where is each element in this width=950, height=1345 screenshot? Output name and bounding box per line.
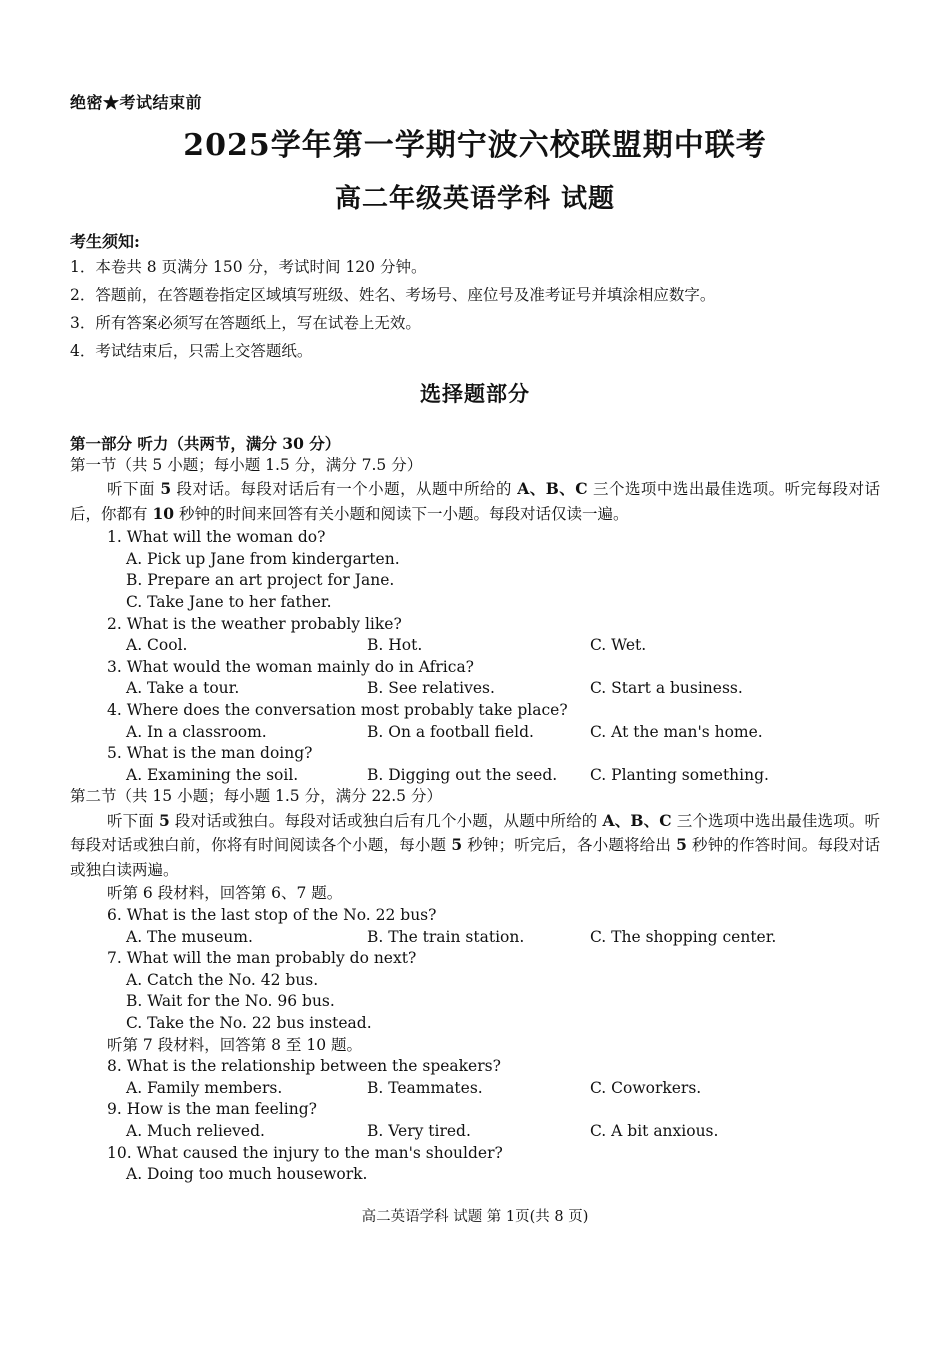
sec2-heading: 第二节（共 15 小题；每小题 1.5 分，满分 22.5 分） (70, 787, 442, 806)
sec1-heading: 第一节（共 5 小题；每小题 1.5 分，满分 7.5 分） (70, 455, 423, 474)
question-7: 7. What will the man probably do next? (107, 949, 417, 968)
part1-heading: 第一部分 听力（共两节，满分 30 分） (70, 434, 341, 453)
q2-option-b: B. Hot. (367, 636, 423, 655)
q1-option-c: C. Take Jane to her father. (126, 592, 332, 611)
q6-option-b: B. The train station. (367, 927, 525, 946)
q6-options (70, 927, 880, 949)
q9-option-a: A. Much relieved. (126, 1121, 265, 1140)
material-6-label: 听第 6 段材料，回答第 6、7 题。 (107, 884, 343, 903)
notice-item: 4．考试结束后，只需上交答题纸。 (70, 342, 313, 360)
notice-item: 2．答题前，在答题卷指定区域填写班级、姓名、考场号、座位号及准考证号并填涂相应数字。 (70, 286, 716, 304)
q9-option-b: B. Very tired. (367, 1121, 471, 1140)
q7-option-b: B. Wait for the No. 96 bus. (126, 992, 335, 1011)
q5-option-a: A. Examining the soil. (126, 765, 299, 784)
q3-options (70, 678, 880, 700)
page-footer: 高二英语学科 试题 第 1页(共 8 页) (361, 1209, 589, 1225)
q6-option-a: A. The museum. (126, 927, 253, 946)
q7-option-c: C. Take the No. 22 bus instead. (126, 1013, 372, 1032)
q8-option-a: A. Family members. (126, 1078, 283, 1097)
q5-option-b: B. Digging out the seed. (367, 765, 558, 784)
q1-option-b: B. Prepare an art project for Jane. (126, 571, 395, 590)
notice-list (70, 256, 890, 368)
q3-option-a: A. Take a tour. (126, 679, 240, 698)
q9-options (70, 1121, 880, 1143)
q8-option-b: B. Teammates. (367, 1078, 483, 1097)
q4-option-b: B. On a football field. (367, 722, 534, 741)
q2-option-a: A. Cool. (126, 636, 188, 655)
confidential-label: 绝密★考试结束前 (70, 93, 203, 112)
sec2-instructions: 听下面 5 段对话或独白。每段对话或独白后有几个小题，从题中所给的 A、B、C 三个选项中选出最佳选项。听每段对话或独白前，你将有时间阅读各个小题，每小题 5 秒钟；听完后，各小题将给出 5 秒钟的作答时间。每段对话或独白读两遍。 (70, 810, 881, 879)
section-title: 选择题部分 (420, 381, 530, 406)
question-5: 5. What is the man doing? (107, 744, 313, 763)
question-9: 9. How is the man feeling? (107, 1100, 317, 1119)
material-7-label: 听第 7 段材料，回答第 8 至 10 题。 (107, 1035, 363, 1054)
notice-heading: 考生须知: (70, 232, 140, 251)
q9-option-c: C. A bit anxious. (590, 1121, 719, 1140)
q3-option-c: C. Start a business. (590, 679, 743, 698)
q5-options (70, 765, 880, 787)
q2-options (70, 635, 880, 657)
exam-subtitle: 高二年级英语学科 试题 (334, 184, 616, 214)
q8-options (70, 1078, 880, 1100)
notice-item: 1．本卷共 8 页满分 150 分，考试时间 120 分钟。 (70, 258, 427, 276)
sec1-instructions: 听下面 5 段对话。每段对话后有一个小题，从题中所给的 A、B、C 三个选项中选出最佳选项。听完每段对话后，你都有 10 秒钟的时间来回答有关小题和阅读下一小题。每段对话仅读一遍。 (70, 479, 880, 523)
q3-option-b: B. See relatives. (367, 679, 495, 698)
q4-option-c: C. At the man's home. (590, 722, 763, 741)
q8-option-c: C. Coworkers. (590, 1078, 702, 1097)
q6-option-c: C. The shopping center. (590, 927, 777, 946)
question-3: 3. What would the woman mainly do in Africa? (107, 657, 474, 676)
question-1: 1. What will the woman do? (107, 528, 326, 547)
question-10: 10. What caused the injury to the man's shoulder? (107, 1143, 503, 1162)
q5-option-c: C. Planting something. (590, 765, 769, 784)
q4-options (70, 722, 880, 744)
question-2: 2. What is the weather probably like? (107, 614, 402, 633)
q1-option-a: A. Pick up Jane from kindergarten. (126, 549, 400, 568)
question-6: 6. What is the last stop of the No. 22 bus? (107, 906, 437, 924)
listening-part (70, 433, 880, 1186)
q2-option-c: C. Wet. (590, 636, 647, 655)
q4-option-a: A. In a classroom. (126, 722, 267, 741)
question-8: 8. What is the relationship between the speakers? (107, 1057, 501, 1076)
q10-option-a: A. Doing too much housework. (126, 1165, 368, 1184)
question-4: 4. Where does the conversation most probably take place? (107, 700, 568, 719)
notice-item: 3．所有答案必须写在答题纸上，写在试卷上无效。 (70, 314, 421, 332)
q7-option-a: A. Catch the No. 42 bus. (126, 970, 319, 989)
exam-title: 2025学年第一学期宁波六校联盟期中联考 (183, 128, 767, 163)
